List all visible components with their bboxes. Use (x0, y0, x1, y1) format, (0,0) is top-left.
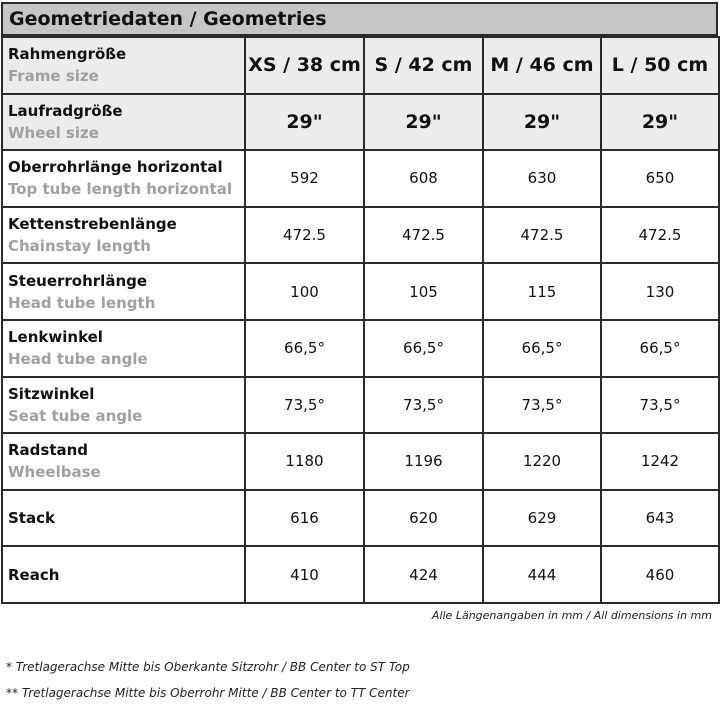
value-cell: L / 50 cm (601, 37, 719, 94)
label-german: Oberrohrlänge horizontal (8, 158, 223, 177)
table-row (2, 320, 719, 377)
label-english: Head tube angle (8, 350, 148, 369)
row-label-cell (2, 546, 245, 603)
value-cell: 115 (483, 263, 601, 320)
value-cell: 608 (364, 150, 483, 207)
row-label-cell (2, 150, 245, 207)
footnote-tt-center: ** Tretlagerachse Mitte bis Oberrohr Mitte / BB Center to TT Center (6, 686, 410, 700)
value-cell: 66,5° (364, 320, 483, 377)
value-cell: 66,5° (601, 320, 719, 377)
table-row (2, 433, 719, 490)
table-row (2, 546, 719, 603)
label-english: Frame size (8, 67, 99, 86)
geometry-sheet (1, 2, 718, 629)
row-label-cell (2, 207, 245, 264)
value-cell: 29" (601, 94, 719, 151)
label-german: Reach (8, 565, 60, 584)
value-cell: S / 42 cm (364, 37, 483, 94)
value-cell: 472.5 (601, 207, 719, 264)
value-cell: 643 (601, 490, 719, 547)
value-cell: 29" (245, 94, 364, 151)
value-cell: 1242 (601, 433, 719, 490)
label-german: Rahmengröße (8, 45, 127, 64)
row-label-cell (2, 377, 245, 434)
value-cell: 105 (364, 263, 483, 320)
value-cell: 650 (601, 150, 719, 207)
row-label-cell (2, 263, 245, 320)
label-english: Wheel size (8, 123, 99, 142)
label-german: Lenkwinkel (8, 328, 103, 347)
table-row (2, 150, 719, 207)
row-label-cell (2, 94, 245, 151)
label-german: Kettenstrebenlänge (8, 215, 177, 234)
footnote-st-top: * Tretlagerachse Mitte bis Oberkante Sitzrohr / BB Center to ST Top (6, 660, 410, 674)
value-cell: 444 (483, 546, 601, 603)
label-english: Chainstay length (8, 237, 151, 256)
value-cell: 460 (601, 546, 719, 603)
label-german: Steuerrohrlänge (8, 271, 148, 290)
label-english: Top tube length horizontal (8, 180, 232, 199)
label-german: Sitzwinkel (8, 384, 95, 403)
value-cell: 1180 (245, 433, 364, 490)
table-row (2, 377, 719, 434)
value-cell: 424 (364, 546, 483, 603)
value-cell: 620 (364, 490, 483, 547)
value-cell: 1196 (364, 433, 483, 490)
label-english: Wheelbase (8, 463, 101, 482)
value-cell: 73,5° (601, 377, 719, 434)
table-row (2, 263, 719, 320)
value-cell: 73,5° (364, 377, 483, 434)
units-note: Alle Längenangaben in mm / All dimensions in mm (431, 609, 712, 622)
value-cell: 73,5° (245, 377, 364, 434)
value-cell: 66,5° (483, 320, 601, 377)
value-cell: 472.5 (245, 207, 364, 264)
value-cell: M / 46 cm (483, 37, 601, 94)
value-cell: 100 (245, 263, 364, 320)
value-cell: 66,5° (245, 320, 364, 377)
label-german: Laufradgröße (8, 101, 123, 120)
value-cell: 29" (483, 94, 601, 151)
value-cell: 472.5 (483, 207, 601, 264)
label-german: Stack (8, 509, 55, 528)
value-cell: 472.5 (364, 207, 483, 264)
row-label-cell (2, 490, 245, 547)
geometry-table-body (2, 37, 719, 603)
value-cell: 629 (483, 490, 601, 547)
value-cell: 73,5° (483, 377, 601, 434)
value-cell: 630 (483, 150, 601, 207)
table-title: Geometriedaten / Geometries (1, 2, 718, 36)
geometry-table (1, 36, 720, 604)
value-cell: XS / 38 cm (245, 37, 364, 94)
value-cell: 1220 (483, 433, 601, 490)
value-cell: 410 (245, 546, 364, 603)
table-row (2, 94, 719, 151)
label-english: Head tube length (8, 293, 156, 312)
row-label-cell (2, 320, 245, 377)
table-row (2, 490, 719, 547)
value-cell: 592 (245, 150, 364, 207)
row-label-cell (2, 433, 245, 490)
row-label-cell (2, 37, 245, 94)
table-row (2, 37, 719, 94)
value-cell: 29" (364, 94, 483, 151)
label-german: Radstand (8, 441, 89, 460)
value-cell: 616 (245, 490, 364, 547)
table-row (2, 207, 719, 264)
value-cell: 130 (601, 263, 719, 320)
label-english: Seat tube angle (8, 406, 143, 425)
